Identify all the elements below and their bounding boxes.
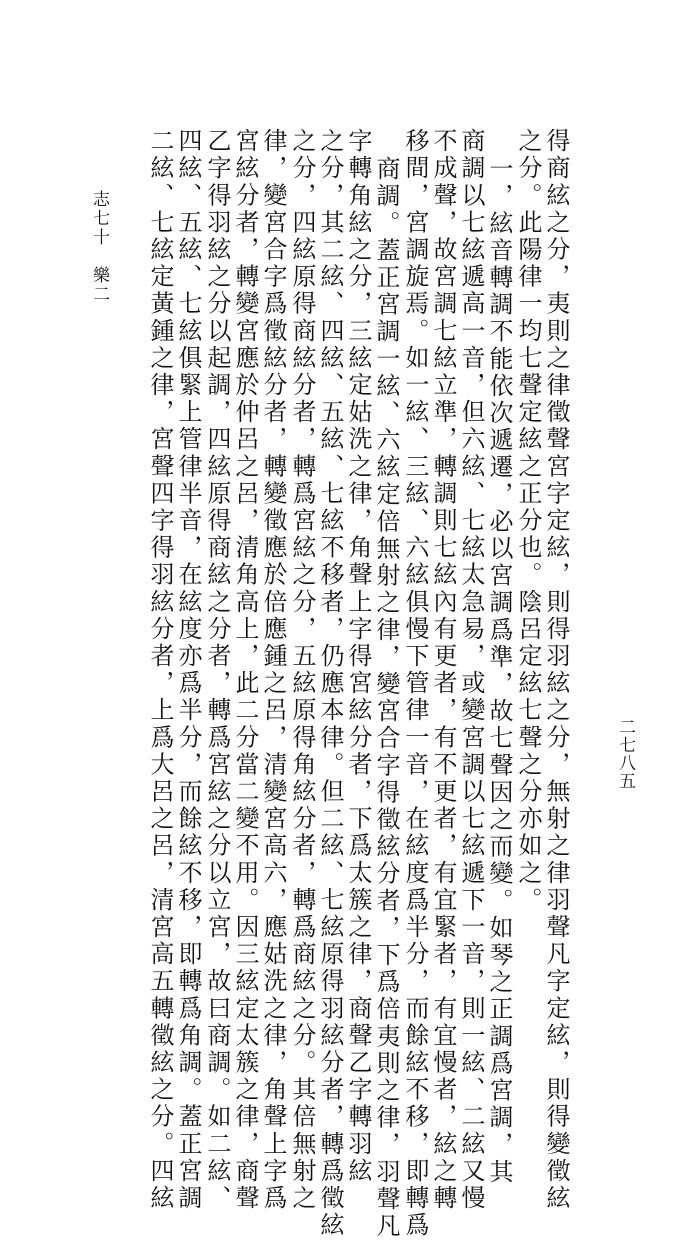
text-column: 律，變宮合字爲徵絃分者，轉變徵應於倍應鍾之呂，清變宮高六，應姑洗之律，角聲上字爲: [259, 128, 287, 1212]
text-column: 之分，四絃原得商絃分者，轉爲宮絃之分，五絃原得角絃分者，轉爲商絃之分。其倍無射之: [288, 128, 316, 1212]
running-head: 志七十 樂二: [89, 190, 109, 304]
text-column: 移間，宮調旋焉。如一絃、三絃、六絃俱慢下管律一音，在絃度爲半分，而餘絃不移，即轉爲: [401, 128, 429, 1240]
text-column: 四絃、五絃、七絃俱緊上管律半音，在絃度亦爲半分，而餘絃不移，即轉爲角調。蓋正宮調: [174, 128, 202, 1212]
text-column: 二絃、七絃定黃鍾之律，宮聲四字得羽絃分者，上爲大呂之呂，清宮高五轉徵絃之分。四絃: [146, 128, 174, 1212]
page-number: 二七八五: [615, 718, 635, 790]
text-column: 字轉角絃之分，三絃定姑洗之律，角聲上字得宮絃分者，下爲太簇之律，商聲乙字轉羽絃: [344, 128, 372, 1185]
text-column: 得商絃之分，夷則之律徵聲宮字定絃，則得羽絃之分，無射之律羽聲凡字定絃，則得變徵絃: [542, 128, 570, 1212]
text-column: 不成聲，故宮調七絃立準，轉調則七絃內有更者，有不更者，有宜緊者，有宜慢者，絃之轉: [429, 128, 457, 1212]
text-column: 宮絃分者，轉變宮應於仲呂之呂，清角高上，此二分當二變不用。因三絃定太簇之律，商聲: [231, 128, 259, 1212]
text-column: 乙字得羽絃之分以起調，四絃原得商絃之分者，轉爲宮絃之分以立宮，故曰商調。如二絃、: [203, 128, 231, 1212]
text-column: 商調。蓋正宮調一絃、六絃定倍無射之律，變宮合字得徵絃分者，下爲倍夷則之律，羽聲凡: [372, 156, 400, 1240]
text-column: 一，絃音轉調不能依次遞遷，必以宮調爲準，故七聲因之而變。如琴之正調爲宮調，其: [485, 156, 513, 1186]
text-column: 之分。此陽律一均七聲定絃之正分也。陰呂定絃七聲之分亦如之。: [514, 128, 542, 914]
text-column: 商調以七絃遞高一音，但六絃、七絃太急易，或變宮調以七絃遞下一音，則一絃、二絃又慢: [457, 128, 485, 1212]
text-column: 之分，其二絃、四絃、五絃、七絃不移者，仍應本律。但二絃、七絃原得羽絃分者，轉爲徵絃: [316, 128, 344, 1240]
